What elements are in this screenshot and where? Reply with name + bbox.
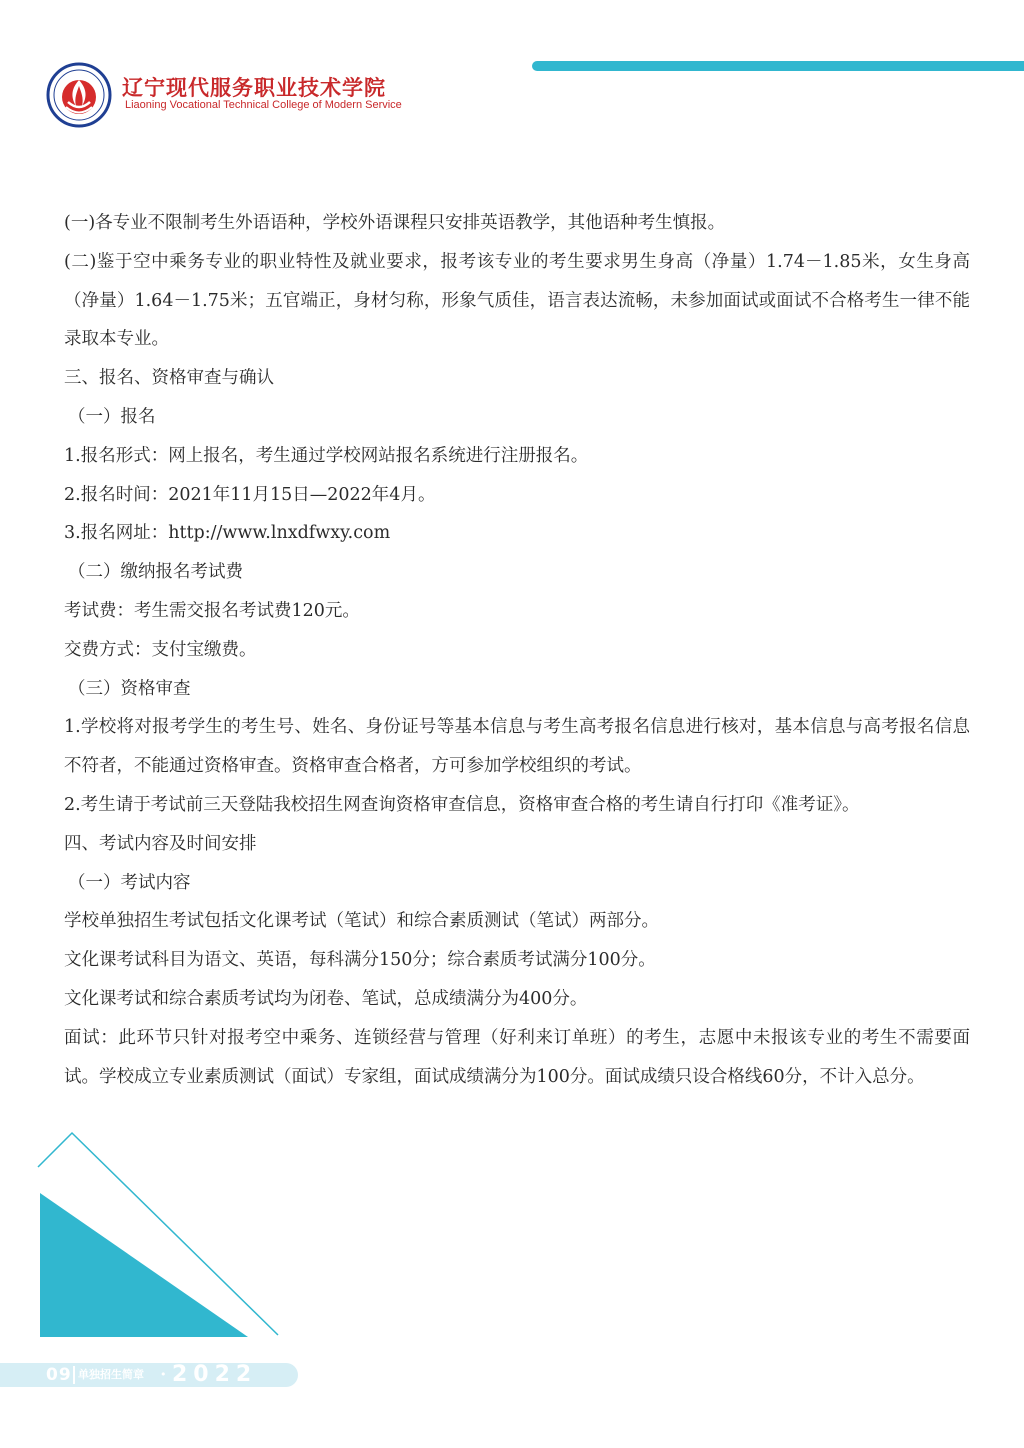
paragraph: 1.报名形式：网上报名，考生通过学校网站报名系统进行注册报名。 [64,445,589,466]
paragraph: 文化课考试科目为语文、英语，每科满分150分；综合素质考试满分100分。 [64,950,656,971]
page-header [0,0,1024,140]
paragraph: 面试：此环节只针对报考空中乘务、连锁经营与管理（好利来订单班）的考生，志愿中未报该专业的考生不需要面试。学校成立专业素质测试（面试）专家组，面试成绩满分为100分。面试成绩只设合格线60分，不计入总分。 [64,1027,970,1087]
subsection-heading: （三）资格审查 [68,678,191,699]
paragraph: (一)各专业不限制考生外语语种，学校外语课程只安排英语教学，其他语种考生慎报。 [64,213,726,233]
paragraph: 文化课考试和综合素质考试均为闭卷、笔试，总成绩满分为400分。 [64,988,588,1009]
footer-divider [73,1366,75,1384]
page-number: 09 [46,1365,72,1385]
paragraph: 2.报名时间：2021年11月15日—2022年4月。 [64,484,436,505]
booklet-title: 单独招生简章 [78,1368,144,1381]
header-accent-bar [532,61,1024,71]
paragraph: 1.学校将对报考学生的考生号、姓名、身份证号等基本信息与考生高考报名信息进行核对，基本信息与高考报名信息不符者，不能通过资格审查。资格审查合格者，方可参加学校组织的考试。 [64,717,970,777]
paragraph: 2.考生请于考试前三天登陆我校招生网查询资格审查信息，资格审查合格的考生请自行打印《准考证》。 [64,794,860,815]
paragraph: 交费方式：支付宝缴费。 [64,639,257,660]
paragraph: (二)鉴于空中乘务专业的职业特性及就业要求，报考该专业的考生要求男生身高（净量）1.74－1.85米，女生身高（净量）1.64－1.75米；五官端正，身材匀称，形象气质佳，语言表达流畅，未参加面试或面试不合格考生一律不能录取本专业。 [64,251,970,350]
subsection-heading: （二）缴纳报名考试费 [68,562,243,583]
decorative-triangle [30,1125,290,1345]
paragraph: 考试费：考生需交报名考试费120元。 [64,600,360,621]
paragraph: 3.报名网址：http://www.lnxdfwxy.com [64,523,391,544]
school-name-en: Liaoning Vocational Technical College of Modern Service [125,99,402,111]
section-heading: 四、考试内容及时间安排 [64,833,257,854]
section-heading: 三、报名、资格审查与确认 [64,368,274,389]
document-body [64,204,970,1096]
school-name-cn: 辽宁现代服务职业技术学院 [122,76,386,100]
booklet-year: 2022 [172,1362,258,1387]
paragraph: 学校单独招生考试包括文化课考试（笔试）和综合素质测试（笔试）两部分。 [64,911,659,932]
footer-separator: • [160,1368,167,1381]
subsection-heading: （一）考试内容 [68,872,191,893]
college-seal-icon [46,62,112,128]
subsection-heading: （一）报名 [68,406,156,427]
